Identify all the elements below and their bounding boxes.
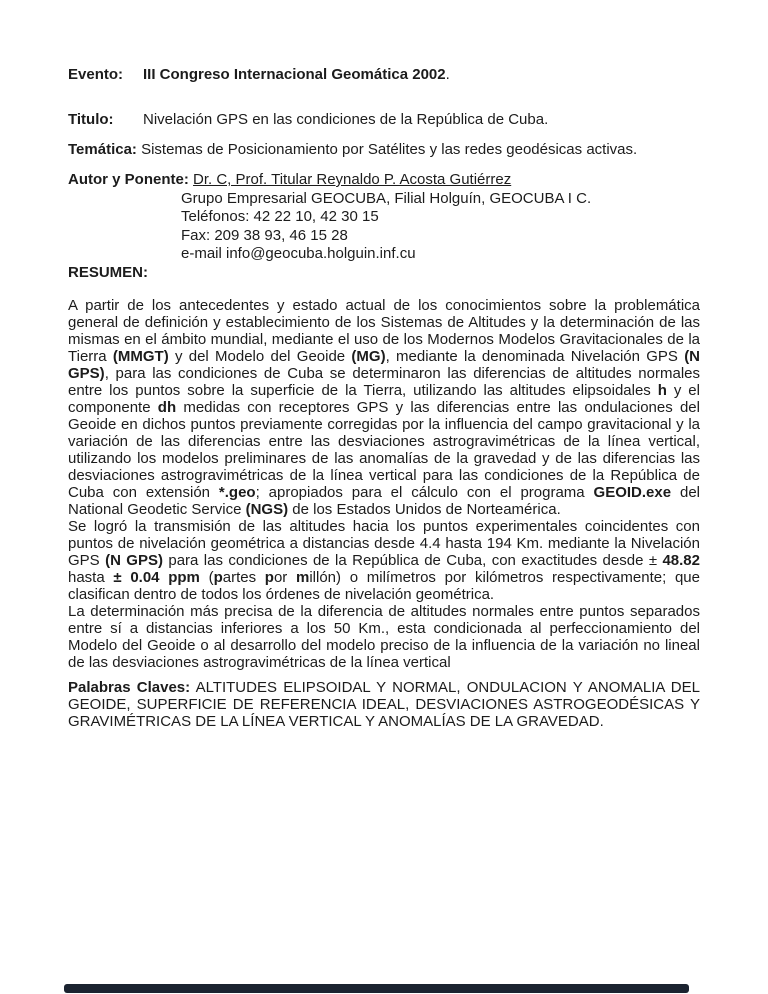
author-affiliation: Grupo Empresarial GEOCUBA, Filial Holguín, GEOCUBA I C.: [181, 189, 592, 207]
title-value: Nivelación GPS en las condiciones de la República de Cuba.: [143, 111, 549, 128]
abstract-heading: RESUMEN:: [68, 263, 149, 281]
author-row: [68, 171, 700, 190]
abstract-paragraph-3: La determinación más precisa de la diferencia de altitudes normales entre puntos separados entre sí a distancias inferiores a los 50 Km., esta condicionada al perfeccionamiento del Modelo del Geoide o al desarrollo del modelo preciso de la influencia de la variación no lineal de las desviaciones astrogravimétricas de la línea vertical: [68, 602, 700, 671]
theme-row: [68, 141, 700, 158]
event-period: .: [445, 66, 450, 83]
event-row: [68, 66, 700, 83]
abstract-paragraph-1: A partir de los antecedentes y estado actual de los conocimientos sobre la problemática general de definición y establecimiento de los Sistemas de Altitudes y la determinación de las mismas en el ámbito mundial, mediante el uso de los Modernos Modelos Gravitacionales de la Tierra (MMGT) y del Modelo del Geoide (MG), mediante la denominada Nivelación GPS (N GPS), para las condiciones de Cuba se determinaron las diferencias de altitudes normales entre los puntos sobre la superficie de la Tierra, utilizando las altitudes elipsoidales h y el componente dh medidas con receptores GPS y las diferencias entre las ondulaciones del Geoide en dichos puntos previamente corregidas por la influencia del campo gravitacional y la variación de las diferencias entre las desviaciones astrogravimétricas de la línea vertical, utilizando los modelos preliminares de las anomalías de la gravedad y de las diferencias las desviaciones astrogravimétricas de la línea vertical para las condiciones de la República de Cuba con extensión *.geo; apropiados para el cálculo con el programa GEOID.exe del National Geodetic Service (NGS) de los Estados Unidos de Norteamérica.: [68, 296, 701, 518]
title-row: [68, 111, 700, 128]
author-phones: Teléfonos: 42 22 10, 42 30 15: [181, 208, 379, 225]
author-email: e-mail info@geocuba.holguin.inf.cu: [181, 245, 416, 262]
author-name: Dr. C, Prof. Titular Reynaldo P. Acosta Gutiérrez: [193, 171, 512, 188]
event-value: III Congreso Internacional Geomática 2002: [143, 66, 446, 83]
theme-value: Sistemas de Posicionamiento por Satélites y las redes geodésicas activas.: [136, 141, 638, 158]
author-label: Autor y Ponente:: [68, 171, 189, 188]
footer-bar: [64, 984, 689, 993]
event-label: Evento:: [68, 66, 124, 83]
abstract-paragraph-2: Se logró la transmisión de las altitudes hacia los puntos experimentales coincidentes con puntos de nivelación geométrica a distancias desde 4.4 hasta 194 Km. mediante la Nivelación GPS (N GPS) para las condiciones de la República de Cuba, con exactitudes desde ± 48.82 hasta ± 0.04 ppm (partes por millón) o milímetros por kilómetros respectivamente; que clasifican dentro de todos los órdenes de nivelación geométrica.: [68, 517, 700, 603]
theme-label: Temática:: [68, 141, 137, 158]
keywords-paragraph: Palabras Claves: ALTITUDES ELIPSOIDAL Y NORMAL, ONDULACION Y ANOMALIA DEL GEOIDE, SUPERFICIE DE REFERENCIA IDEAL, DESVIACIONES ASTROGEODÉSICAS Y GRAVIMÉTRICAS DE LA LÍNEA VERTICAL Y ANOMALÍAS DE LA GRAVEDAD.: [68, 678, 700, 730]
title-label: Titulo:: [68, 111, 114, 128]
author-fax: Fax: 209 38 93, 46 15 28: [181, 226, 348, 244]
